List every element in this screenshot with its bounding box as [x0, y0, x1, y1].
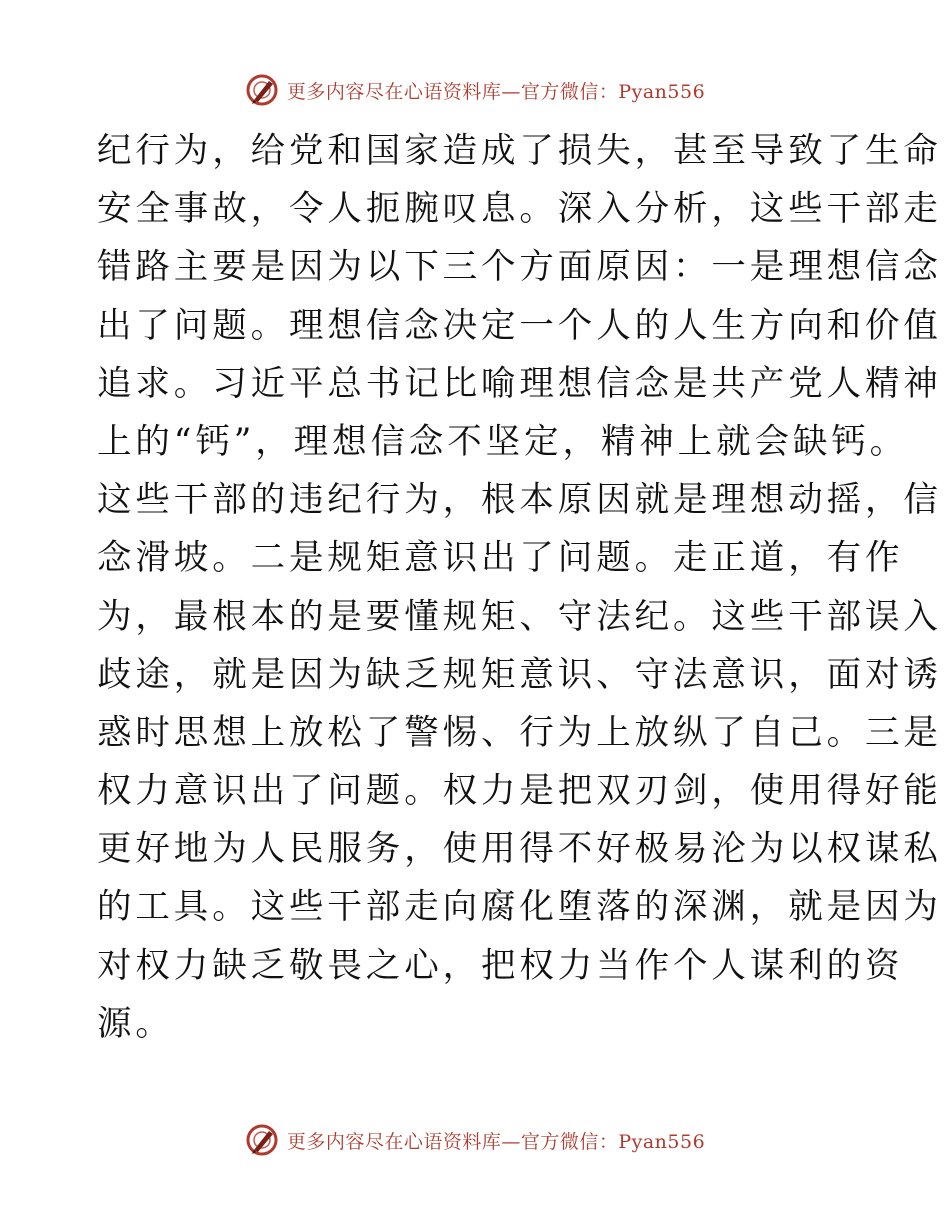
- text-line: 这些干部的违纪行为，根本原因就是理想动摇，信: [97, 480, 942, 521]
- header-watermark: [0, 70, 950, 110]
- text-line: 纪行为，给党和国家造成了损失，甚至导致了生命: [97, 131, 942, 171]
- text-line: 念滑坡。二是规矩意识出了问题。走正道，有作: [97, 538, 904, 579]
- footer-watermark: [0, 1120, 950, 1160]
- document-body: [97, 122, 942, 1053]
- text-line: 源。: [97, 1003, 174, 1044]
- text-line: 的工具。这些干部走向腐化堕落的深渊，就是因为: [97, 887, 942, 928]
- text-line: 惑时思想上放松了警惕、行为上放纵了自己。三是: [97, 712, 942, 753]
- text-line: 安全事故，令人扼腕叹息。深入分析，这些干部走: [97, 189, 942, 230]
- text-line: 上的“钙”，理想信念不坚定，精神上就会缺钙。: [97, 421, 909, 462]
- text-line: 追求。习近平总书记比喻理想信念是共产党人精神: [97, 363, 942, 404]
- text-line: 歧途，就是因为缺乏规矩意识、守法意识，面对诱: [97, 654, 942, 695]
- pen-logo-icon: [245, 73, 279, 107]
- watermark-text: 更多内容尽在心语资料库—官方微信：Pyan556: [286, 1130, 706, 1153]
- text-line: 出了问题。理想信念决定一个人的人生方向和价值: [97, 305, 942, 346]
- text-line: 更好地为人民服务，使用得不好极易沦为以权谋私: [97, 829, 942, 870]
- pen-logo-icon: [245, 1123, 279, 1157]
- text-line: 错路主要是因为以下三个方面原因：一是理想信念: [97, 247, 942, 288]
- text-line: 权力意识出了问题。权力是把双刃剑，使用得好能: [97, 771, 942, 812]
- text-line: 对权力缺乏敬畏之心，把权力当作个人谋利的资: [97, 945, 904, 986]
- watermark-text: 更多内容尽在心语资料库—官方微信：Pyan556: [286, 80, 706, 103]
- text-line: 为，最根本的是要懂规矩、守法纪。这些干部误入: [97, 596, 942, 637]
